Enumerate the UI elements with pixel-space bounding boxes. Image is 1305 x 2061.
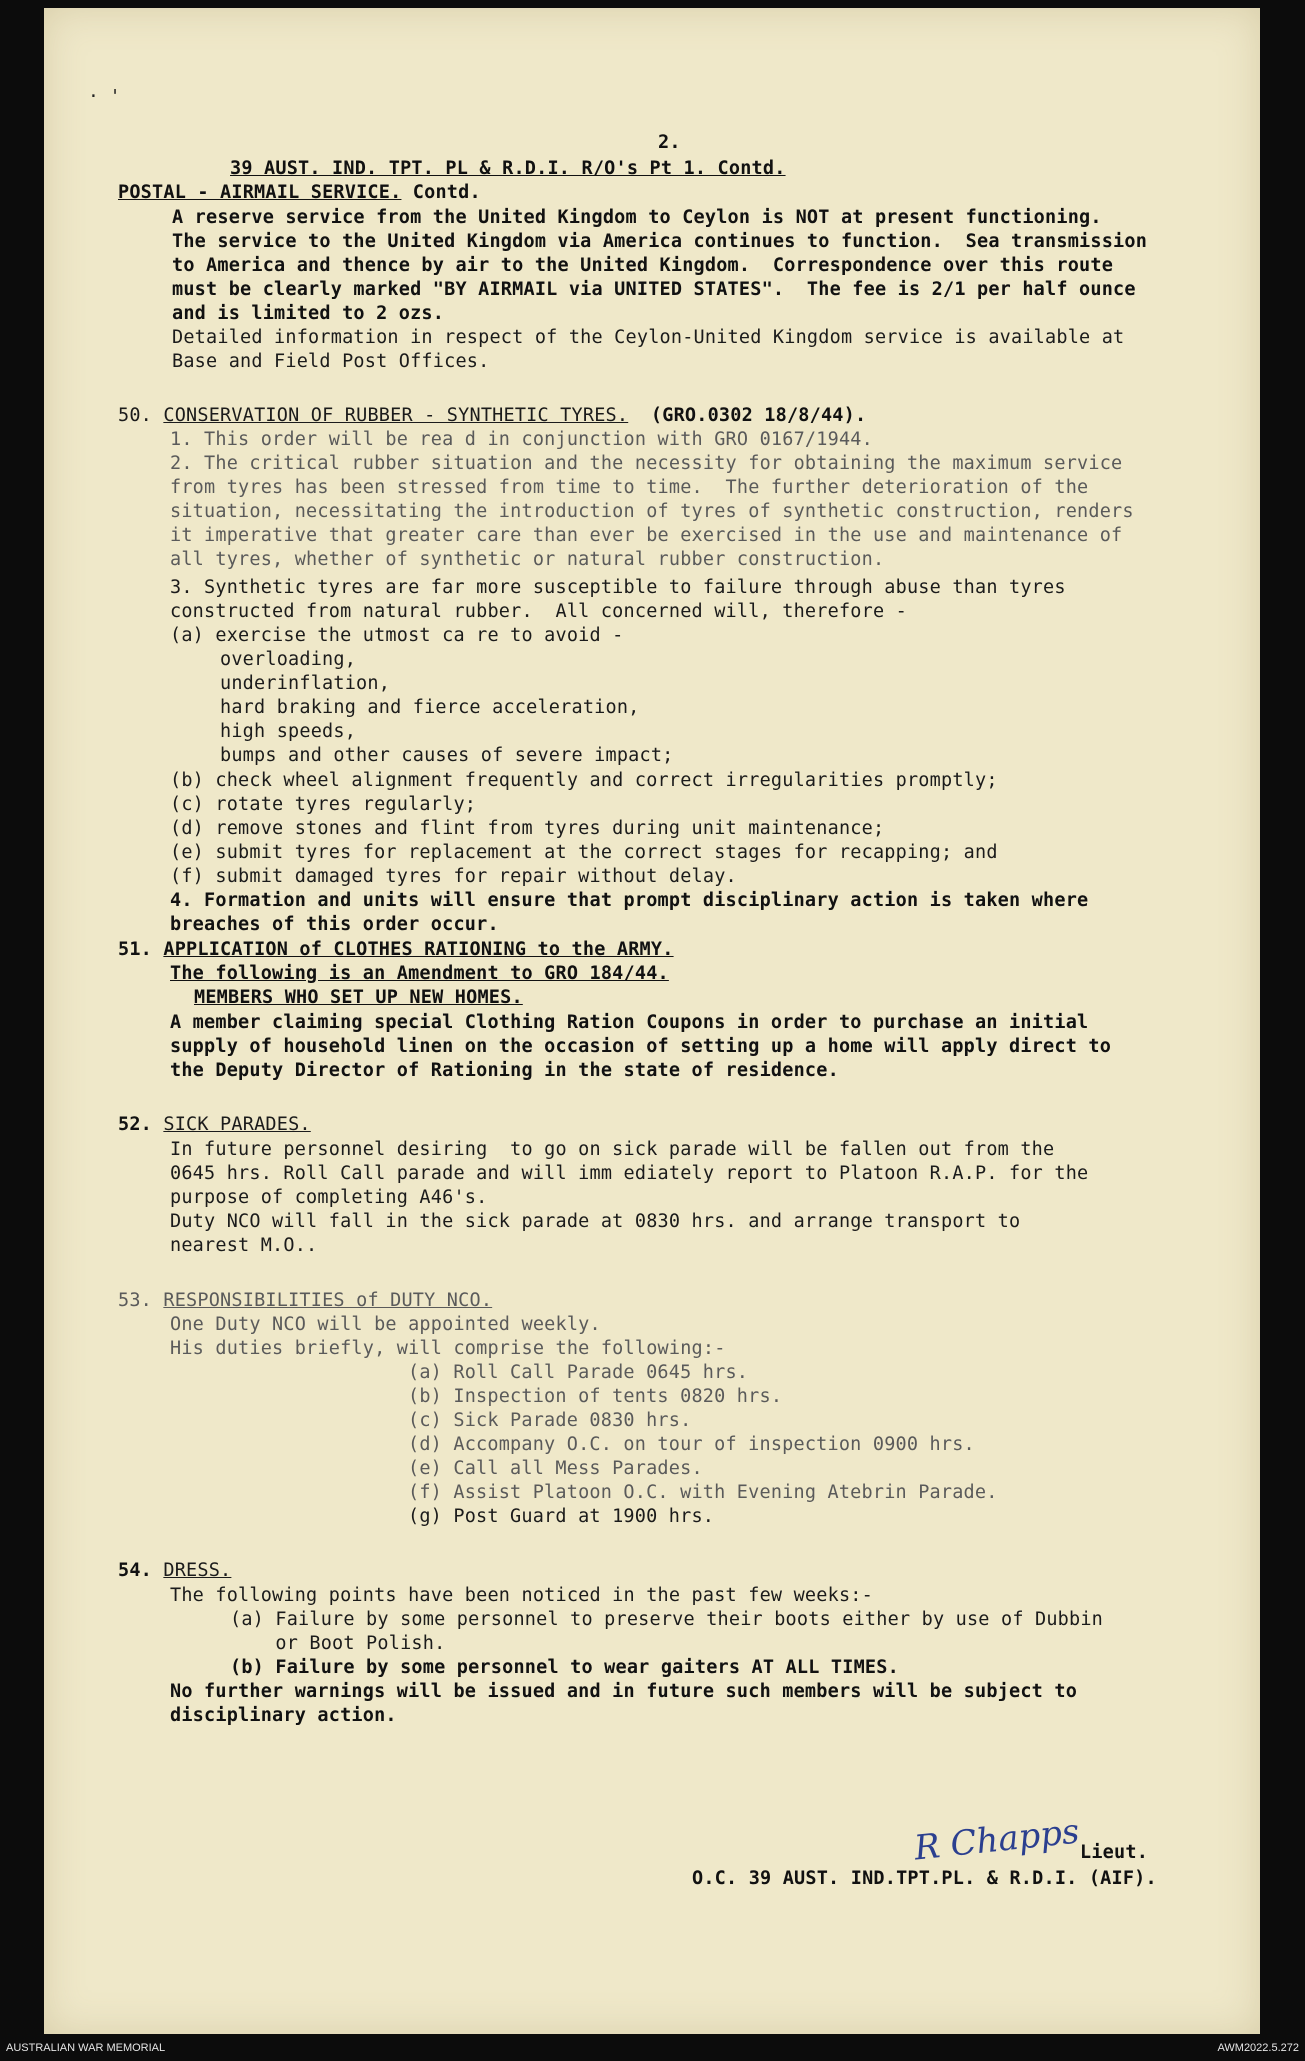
avoid-item: hard braking and fierce acceleration, — [220, 697, 640, 718]
section-50-item: (b) check wheel alignment frequently and correct irregularities promptly; — [170, 770, 998, 791]
section-50-line: from tyres has been stressed from time to time. The further deterioration of the — [170, 477, 1089, 498]
section-50-line: all tyres, whether of synthetic or natural rubber construction. — [170, 549, 885, 570]
section-54-closing: disciplinary action. — [170, 1705, 397, 1726]
postal-line: and is limited to 2 ozs. — [172, 303, 445, 324]
section-54-point: (b) Failure by some personnel to wear gaiters AT ALL TIMES. — [230, 1657, 899, 1678]
section-53-line: His duties briefly, will comprise the following:- — [170, 1338, 726, 1359]
section-51-heading-line — [118, 939, 674, 960]
section-52-heading-line — [118, 1114, 311, 1135]
duty-item: (d) Accompany O.C. on tour of inspection 0900 hrs. — [408, 1434, 975, 1455]
section-52-line: purpose of completing A46's. — [170, 1187, 488, 1208]
postal-line: Base and Field Post Offices. — [172, 351, 490, 372]
avoid-item: high speeds, — [220, 721, 357, 742]
section-50-ref: (GRO.0302 18/8/44). — [628, 405, 867, 426]
section-54-point: (a) Failure by some personnel to preserve their boots either by use of Dubbin — [230, 1609, 1104, 1630]
section-50-item: (f) submit damaged tyres for repair without delay. — [170, 866, 737, 887]
handwritten-signature: R Chapps — [912, 1811, 1082, 1869]
postal-line: The service to the United Kingdom via America continues to function. Sea transmission — [172, 231, 1148, 252]
section-51-subheading: MEMBERS WHO SET UP NEW HOMES. — [194, 987, 523, 1008]
postal-line: A reserve service from the United Kingdom to Ceylon is NOT at present functioning. — [172, 207, 1102, 228]
section-52-line: In future personnel desiring to go on sick parade will be fallen out from the — [170, 1139, 1055, 1160]
section-54-closing: No further warnings will be issued and in future such members will be subject to — [170, 1681, 1078, 1702]
section-50-line: 3. Synthetic tyres are far more susceptible to failure through abuse than tyres — [170, 577, 1066, 598]
avoid-item: overloading, — [220, 649, 357, 670]
section-51-line: A member claiming special Clothing Ration Coupons in order to purchase an initial — [170, 1012, 1089, 1033]
section-50-heading: CONSERVATION OF RUBBER - SYNTHETIC TYRES. — [163, 405, 629, 426]
section-number: 50. — [118, 405, 153, 426]
duty-item: (b) Inspection of tents 0820 hrs. — [408, 1386, 783, 1407]
section-52-heading: SICK PARADES. — [163, 1114, 311, 1135]
duty-item: (f) Assist Platoon O.C. with Evening Atebrin Parade. — [408, 1482, 998, 1503]
section-50-line: (a) exercise the utmost ca re to avoid - — [170, 625, 624, 646]
signature-title: O.C. 39 AUST. IND.TPT.PL. & R.D.I. (AIF). — [692, 1868, 1157, 1889]
footer-reference: AWM2022.5.272 — [1217, 2042, 1299, 2054]
section-54-heading: DRESS. — [163, 1560, 232, 1581]
postal-line: to America and thence by air to the United Kingdom. Correspondence over this route — [172, 255, 1114, 276]
section-50-line: it imperative that greater care than ever be exercised in the use and maintenance of — [170, 525, 1123, 546]
postal-heading-line — [118, 182, 481, 203]
section-50-heading-line — [118, 405, 866, 426]
duty-item: (g) Post Guard at 1900 hrs. — [408, 1506, 715, 1527]
section-50-line: 2. The critical rubber situation and the necessity for obtaining the maximum service — [170, 453, 1123, 474]
section-53-heading: RESPONSIBILITIES of DUTY NCO. — [163, 1290, 493, 1311]
archive-footer — [0, 2034, 1305, 2061]
section-52-line: 0645 hrs. Roll Call parade and will imm ediately report to Platoon R.A.P. for the — [170, 1163, 1089, 1184]
section-51-line: the Deputy Director of Rationing in the state of residence. — [170, 1060, 839, 1081]
duty-item: (e) Call all Mess Parades. — [408, 1458, 703, 1479]
section-53-line: One Duty NCO will be appointed weekly. — [170, 1314, 601, 1335]
section-54-point: or Boot Polish. — [230, 1633, 446, 1654]
section-51-amendment: The following is an Amendment to GRO 184/44. — [170, 963, 669, 984]
section-50-item: (c) rotate tyres regularly; — [170, 794, 477, 815]
duty-item: (a) Roll Call Parade 0645 hrs. — [408, 1362, 749, 1383]
section-53-heading-line — [118, 1290, 492, 1311]
avoid-item: bumps and other causes of severe impact; — [220, 745, 674, 766]
page-number: 2. — [658, 132, 681, 153]
postal-line: must be clearly marked "BY AIRMAIL via UNITED STATES". The fee is 2/1 per half ounce — [172, 279, 1136, 300]
section-52-line: nearest M.O.. — [170, 1235, 318, 1256]
document-page — [44, 8, 1260, 2034]
section-50-line: constructed from natural rubber. All concerned will, therefore - — [170, 601, 907, 622]
section-50-line: situation, necessitating the introduction of tyres of synthetic construction, renders — [170, 501, 1134, 522]
section-54-heading-line — [118, 1560, 231, 1581]
avoid-item: underinflation, — [220, 673, 391, 694]
duty-item: (c) Sick Parade 0830 hrs. — [408, 1410, 692, 1431]
footer-source: AUSTRALIAN WAR MEMORIAL — [6, 2042, 166, 2054]
document-header: 39 AUST. IND. TPT. PL & R.D.I. R/O's Pt 1. Contd. — [230, 158, 786, 179]
section-number: 53. — [118, 1290, 153, 1311]
postal-heading: POSTAL - AIRMAIL SERVICE. — [118, 182, 402, 203]
paper-mark: · ' — [88, 86, 121, 107]
section-54-intro: The following points have been noticed in the past few weeks:- — [170, 1585, 873, 1606]
postal-heading-suffix: Contd. — [401, 182, 481, 203]
section-52-line: Duty NCO will fall in the sick parade at 0830 hrs. and arrange transport to — [170, 1211, 1021, 1232]
section-50-closing: 4. Formation and units will ensure that prompt disciplinary action is taken where — [170, 890, 1089, 911]
signature-rank: Lieut. — [1080, 1842, 1149, 1863]
section-number: 51. — [118, 939, 153, 960]
section-51-line: supply of household linen on the occasion of setting up a home will apply direct to — [170, 1036, 1112, 1057]
section-50-item: (d) remove stones and flint from tyres during unit maintenance; — [170, 818, 885, 839]
section-50-item: (e) submit tyres for replacement at the correct stages for recapping; and — [170, 842, 998, 863]
section-50-closing: breaches of this order occur. — [170, 914, 499, 935]
section-number: 54. — [118, 1560, 153, 1581]
section-50-line: 1. This order will be rea d in conjunction with GRO 0167/1944. — [170, 429, 873, 450]
section-number: 52. — [118, 1114, 153, 1135]
postal-line: Detailed information in respect of the Ceylon-United Kingdom service is available at — [172, 327, 1125, 348]
section-51-heading: APPLICATION of CLOTHES RATIONING to the ARMY. — [163, 939, 674, 960]
